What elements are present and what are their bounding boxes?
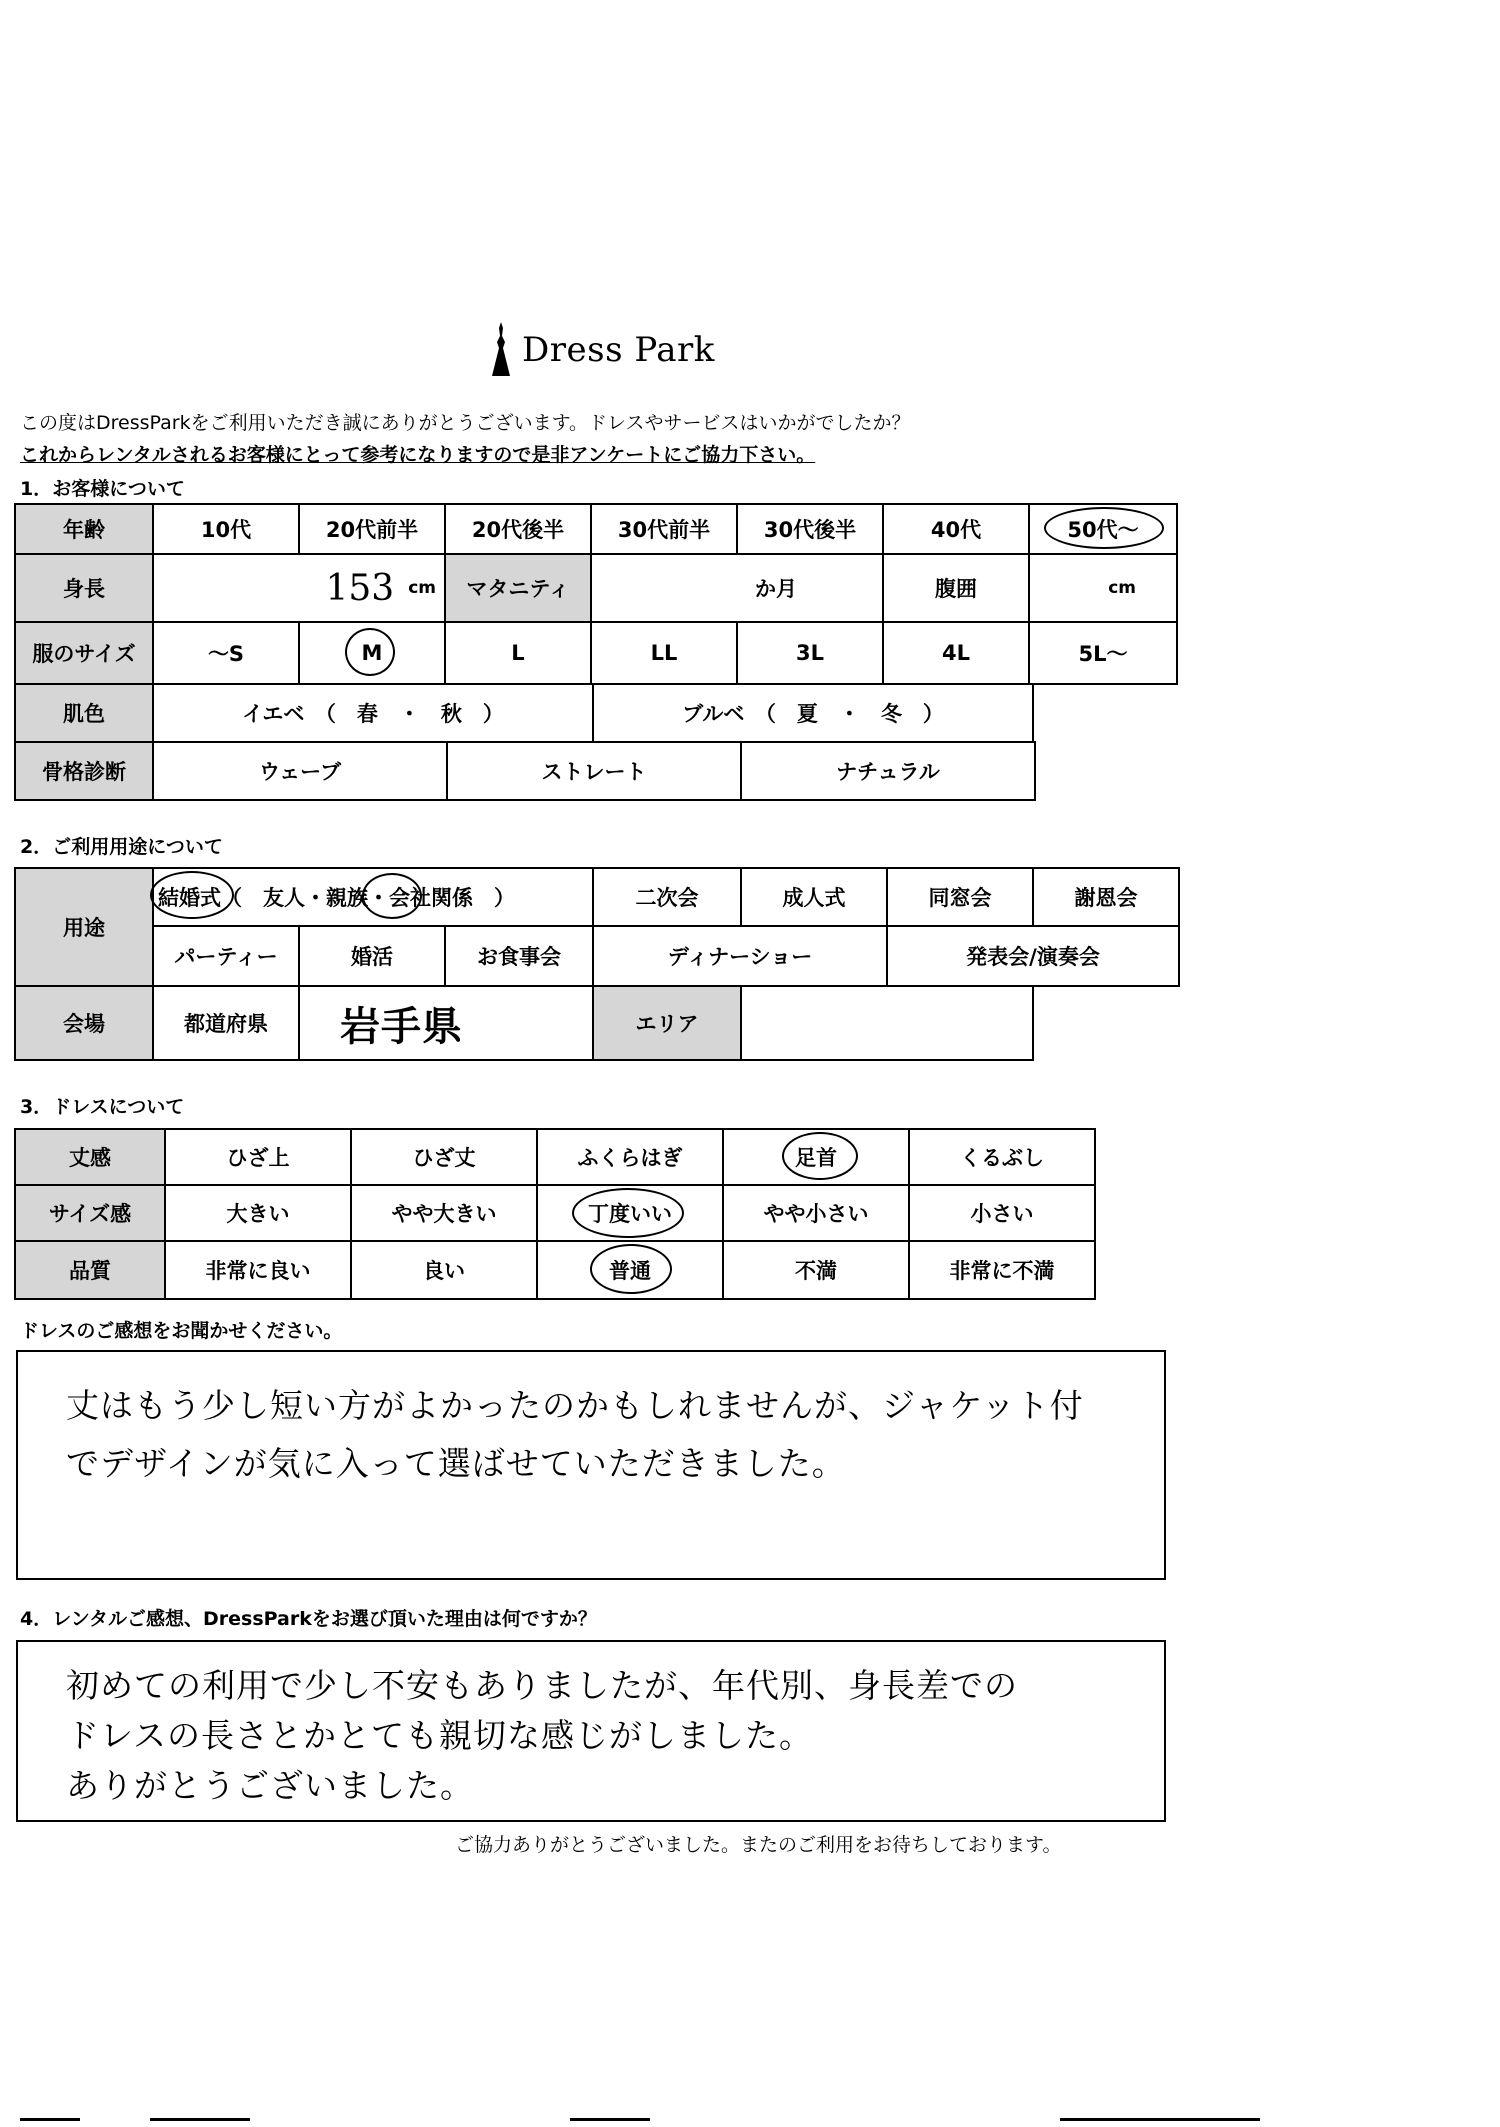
waist-unit: cm xyxy=(1108,578,1136,598)
length-label: 丈感 xyxy=(14,1128,166,1186)
height-field[interactable] xyxy=(152,553,446,623)
age-label: 年齢 xyxy=(14,503,154,555)
quality-option-selected[interactable]: 普通 xyxy=(536,1240,724,1300)
area-field[interactable] xyxy=(740,985,1034,1061)
scan-mark xyxy=(1060,2118,1260,2121)
waist-label: 腹囲 xyxy=(882,553,1030,623)
age-option[interactable]: 20代後半 xyxy=(444,503,592,555)
purpose-label: 用途 xyxy=(14,867,154,987)
brand-logo xyxy=(488,318,715,382)
skin-yellow-option[interactable]: イエベ （ 春 ・ 秋 ） xyxy=(152,683,594,743)
quality-option[interactable]: 非常に良い xyxy=(164,1240,352,1300)
maternity-field[interactable] xyxy=(590,553,884,623)
footer-thanks: ご協力ありがとうございました。またのご利用をお待ちしております。 xyxy=(455,1834,1062,1856)
quality-option[interactable]: 不満 xyxy=(722,1240,910,1300)
age-option[interactable]: 20代前半 xyxy=(298,503,446,555)
month-unit: か月 xyxy=(755,577,797,601)
scan-mark xyxy=(20,2118,80,2121)
venue-label: 会場 xyxy=(14,985,154,1061)
prefecture-field[interactable] xyxy=(298,985,594,1061)
fit-option-selected[interactable]: 丁度いい xyxy=(536,1184,724,1242)
frame-option[interactable]: ナチュラル xyxy=(740,741,1036,801)
waist-field[interactable] xyxy=(1028,553,1178,623)
skin-label: 肌色 xyxy=(14,683,154,743)
purpose-option[interactable]: 婚活 xyxy=(298,925,446,987)
length-option[interactable]: くるぶし xyxy=(908,1128,1096,1186)
quality-label: 品質 xyxy=(14,1240,166,1300)
purpose-option[interactable]: 二次会 xyxy=(592,867,742,927)
prefecture-label: 都道府県 xyxy=(152,985,300,1061)
rental-comment-line: 初めての利用で少し不安もありましたが、年代別、身長差での xyxy=(66,1666,1018,1705)
purpose-option[interactable]: 成人式 xyxy=(740,867,888,927)
age-option[interactable]: 40代 xyxy=(882,503,1030,555)
purpose-option[interactable]: 同窓会 xyxy=(886,867,1034,927)
wedding-option[interactable]: 結婚式（ 友人・親族・会社関係 ） xyxy=(152,867,594,927)
area-label: エリア xyxy=(592,985,742,1061)
dress-icon xyxy=(488,320,514,380)
rental-comment-line: ドレスの長さとかとても親切な感じがしました。 xyxy=(66,1716,814,1755)
length-option[interactable]: ふくらはぎ xyxy=(536,1128,724,1186)
length-option-selected[interactable]: 足首 xyxy=(722,1128,910,1186)
section-4-title: 4．レンタルご感想、DressParkをお選び頂いた理由は何ですか？ xyxy=(20,1608,597,1630)
intro-line-2: これからレンタルされるお客様にとって参考になりますので是非アンケートにご協力下さい。 xyxy=(20,444,816,466)
section-3-title: 3．ドレスについて xyxy=(20,1096,185,1118)
section-2-title: 2．ご利用用途について xyxy=(20,836,223,858)
maternity-label: マタニティ xyxy=(444,553,592,623)
size-option[interactable]: LL xyxy=(590,621,738,685)
purpose-option[interactable]: 発表会/演奏会 xyxy=(886,925,1180,987)
purpose-option[interactable]: ディナーショー xyxy=(592,925,888,987)
fit-label: サイズ感 xyxy=(14,1184,166,1242)
height-unit: cm xyxy=(408,578,436,598)
skin-blue-option[interactable]: ブルベ （ 夏 ・ 冬 ） xyxy=(592,683,1034,743)
scan-mark xyxy=(150,2118,250,2121)
dress-comment-line: 丈はもう少し短い方がよかったのかもしれませんが、ジャケット付 xyxy=(66,1386,1084,1425)
age-option[interactable]: 10代 xyxy=(152,503,300,555)
fit-option[interactable]: やや大きい xyxy=(350,1184,538,1242)
fit-option[interactable]: 大きい xyxy=(164,1184,352,1242)
quality-option[interactable]: 非常に不満 xyxy=(908,1240,1096,1300)
size-label: 服のサイズ xyxy=(14,621,154,685)
size-option[interactable]: ～S xyxy=(152,621,300,685)
size-option[interactable]: 5L～ xyxy=(1028,621,1178,685)
dress-comment-prompt: ドレスのご感想をお聞かせください。 xyxy=(20,1320,343,1342)
intro-line-1: この度はDressParkをご利用いただき誠にありがとうございます。ドレスやサービスはいかがでしたか？ xyxy=(20,412,911,434)
age-option-selected[interactable]: 50代～ xyxy=(1028,503,1178,555)
fit-option[interactable]: 小さい xyxy=(908,1184,1096,1242)
length-option[interactable]: ひざ丈 xyxy=(350,1128,538,1186)
age-option[interactable]: 30代後半 xyxy=(736,503,884,555)
length-option[interactable]: ひざ上 xyxy=(164,1128,352,1186)
height-value: 153 xyxy=(325,567,395,609)
frame-label: 骨格診断 xyxy=(14,741,154,801)
purpose-option[interactable]: お食事会 xyxy=(444,925,594,987)
size-option[interactable]: 4L xyxy=(882,621,1030,685)
purpose-option[interactable]: パーティー xyxy=(152,925,300,987)
dress-comment-box[interactable] xyxy=(16,1350,1166,1580)
age-option[interactable]: 30代前半 xyxy=(590,503,738,555)
prefecture-value: 岩手県 xyxy=(340,1002,463,1050)
dress-comment-line: でデザインが気に入って選ばせていただきました。 xyxy=(66,1444,846,1483)
fit-option[interactable]: やや小さい xyxy=(722,1184,910,1242)
size-option[interactable]: 3L xyxy=(736,621,884,685)
frame-option[interactable]: ウェーブ xyxy=(152,741,448,801)
purpose-option[interactable]: 謝恩会 xyxy=(1032,867,1180,927)
brand-name: Dress Park xyxy=(522,330,715,370)
frame-option[interactable]: ストレート xyxy=(446,741,742,801)
quality-option[interactable]: 良い xyxy=(350,1240,538,1300)
rental-comment-box[interactable] xyxy=(16,1640,1166,1822)
scan-mark xyxy=(570,2118,650,2121)
height-label: 身長 xyxy=(14,553,154,623)
section-1-title: 1．お客様について xyxy=(20,478,185,500)
size-option-selected[interactable]: M xyxy=(298,621,446,685)
size-option[interactable]: L xyxy=(444,621,592,685)
rental-comment-line: ありがとうございました。 xyxy=(66,1766,474,1805)
